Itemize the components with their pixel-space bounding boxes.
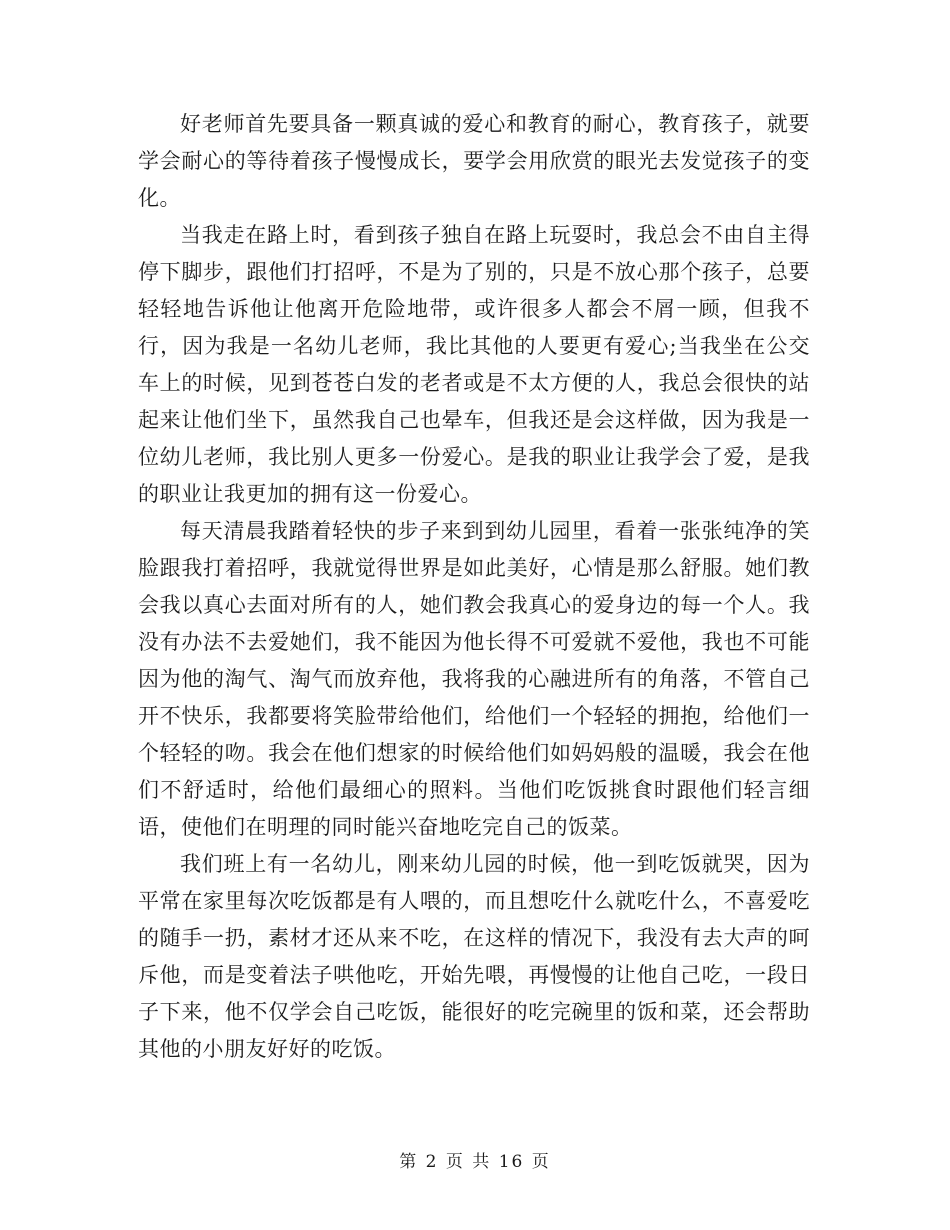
- paragraph-4: 我们班上有一名幼儿，刚来幼儿园的时候，他一到吃饭就哭，因为平常在家里每次吃饭都是有人喂的，而且想吃什么就吃什么，不喜爱吃的随手一扔，素材才还从来不吃，在这样的情况下，我没有去大声的呵斥他，而是变着法子哄他吃，开始先喂，再慢慢的让他自己吃，一段日子下来，他不仅学会自己吃饭，能很好的吃完碗里的饭和菜，还会帮助其他的小朋友好好的吃饭。: [138, 852, 810, 1061]
- paragraph-3: 每天清晨我踏着轻快的步子来到到幼儿园里，看着一张张纯净的笑脸跟我打着招呼，我就觉得世界是如此美好，心情是那么舒服。她们教会我以真心去面对所有的人，她们教会我真心的爱身边的每一个人。我没有办法不去爱她们，我不能因为他长得不可爱就不爱他，我也不可能因为他的淘气、淘气而放弃他，我将我的心融进所有的角落，不管自己开不快乐，我都要将笑脸带给他们，给他们一个轻轻的拥抱，给他们一个轻轻的吻。我会在他们想家的时候给他们如妈妈般的温暖，我会在他们不舒适时，给他们最细心的照料。当他们吃饭挑食时跟他们轻言细语，使他们在明理的同时能兴奋地吃完自己的饭菜。: [138, 519, 810, 839]
- document-body: [138, 106, 810, 1068]
- page-number-footer: 第 2 页 共 16 页: [399, 1152, 551, 1172]
- paragraph-1: 好老师首先要具备一颗真诚的爱心和教育的耐心，教育孩子，就要学会耐心的等待着孩子慢慢成长，要学会用欣赏的眼光去发觉孩子的变化。: [138, 112, 810, 210]
- paragraph-2: 当我走在路上时，看到孩子独自在路上玩耍时，我总会不由自主得停下脚步，跟他们打招呼，不是为了别的，只是不放心那个孩子，总要轻轻地告诉他让他离开危险地带，或许很多人都会不屑一顾，但我不行，因为我是一名幼儿老师，我比其他的人要更有爱心;当我坐在公交车上的时候，见到苍苍白发的老者或是不太方便的人，我总会很快的站起来让他们坐下，虽然我自己也晕车，但我还是会这样做，因为我是一位幼儿老师，我比别人更多一份爱心。是我的职业让我学会了爱，是我的职业让我更加的拥有这一份爱心。: [138, 223, 810, 506]
